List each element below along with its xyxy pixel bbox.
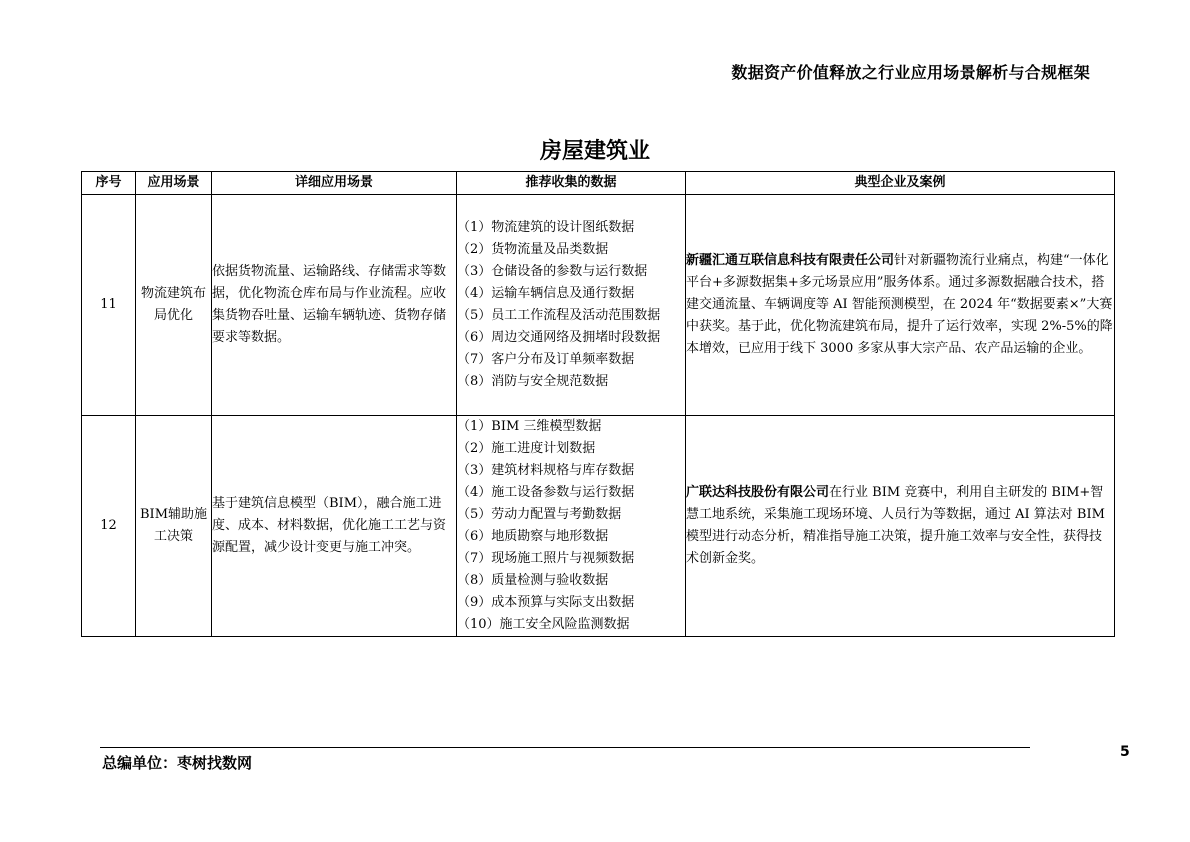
footer-editor: 总编单位：枣树找数网 [102, 754, 253, 772]
table-header-row [82, 172, 1115, 195]
application-scene: BIM辅助施工决策 [136, 416, 212, 637]
recommended-data-list [457, 217, 685, 393]
data-item: （5）员工工作流程及活动范围数据 [457, 308, 661, 323]
data-list-cell [457, 416, 686, 637]
case-description: 在行业 BIM 竞赛中，利用自主研发的 BIM+智慧工地系统，采集施工现场环境、人员行为等数据，通过 AI 算法对 BIM 模型进行动态分析，精准指导施工决策，提升施工效率与安全性，获得技术创新金奖。 [686, 485, 1105, 566]
data-item: （5）劳动力配置与考勤数据 [457, 507, 622, 522]
data-item: （10）施工安全风险监测数据 [457, 617, 630, 632]
data-item: （2）施工进度计划数据 [457, 441, 596, 456]
data-item: （8）质量检测与验收数据 [457, 573, 609, 588]
row-number: 11 [82, 195, 136, 416]
page-number: 5 [1120, 744, 1130, 760]
data-item: （3）仓储设备的参数与运行数据 [457, 264, 648, 279]
data-item: （1）BIM 三维模型数据 [457, 419, 602, 434]
company-name: 广联达科技股份有限公司 [686, 485, 830, 500]
column-header-data: 推荐收集的数据 [457, 172, 686, 195]
application-scene: 物流建筑布局优化 [136, 195, 212, 416]
data-list-cell [457, 195, 686, 416]
data-item: （7）客户分布及订单频率数据 [457, 352, 635, 367]
running-header-title: 数据资产价值释放之行业应用场景解析与合规框架 [731, 63, 1090, 82]
row-number: 12 [82, 416, 136, 637]
column-header-detail: 详细应用场景 [212, 172, 457, 195]
data-item: （9）成本预算与实际支出数据 [457, 595, 635, 610]
column-header-no: 序号 [82, 172, 136, 195]
footer-divider [100, 747, 1030, 748]
case-cell [686, 416, 1115, 637]
data-item: （2）货物流量及品类数据 [457, 242, 609, 257]
data-item: （3）建筑材料规格与库存数据 [457, 463, 635, 478]
column-header-case: 典型企业及案例 [686, 172, 1115, 195]
detail-description: 依据货物流量、运输路线、存储需求等数据，优化物流仓库布局与作业流程。应收集货物吞吐量、运输车辆轨迹、货物存储要求等数据。 [212, 195, 457, 416]
table-row [82, 195, 1115, 416]
scenario-table [81, 171, 1115, 637]
case-description: 针对新疆物流行业痛点，构建“一体化平台+多源数据集+多元场景应用”服务体系。通过多源数据融合技术，搭建交通流量、车辆调度等 AI 智能预测模型，在 2024 年“数据要素×”大赛中获奖。基于此，优化物流建筑布局，提升了运行效率，实现 2%-5%的降本增效，已应用于线下 3000 多家从事大宗产品、农产品运输的企业。 [686, 253, 1113, 356]
column-header-scene: 应用场景 [136, 172, 212, 195]
data-item: （1）物流建筑的设计图纸数据 [457, 220, 635, 235]
data-item: （6）周边交通网络及拥堵时段数据 [457, 330, 661, 345]
company-name: 新疆汇通互联信息科技有限责任公司 [686, 253, 895, 268]
data-item: （6）地质勘察与地形数据 [457, 529, 609, 544]
data-item: （4）施工设备参数与运行数据 [457, 485, 635, 500]
table-row [82, 416, 1115, 637]
data-item: （7）现场施工照片与视频数据 [457, 551, 635, 566]
case-cell [686, 195, 1115, 416]
data-item: （4）运输车辆信息及通行数据 [457, 286, 635, 301]
data-item: （8）消防与安全规范数据 [457, 374, 609, 389]
detail-description: 基于建筑信息模型（BIM），融合施工进度、成本、材料数据，优化施工工艺与资源配置，减少设计变更与施工冲突。 [212, 416, 457, 637]
recommended-data-list [457, 416, 685, 636]
section-title: 房屋建筑业 [539, 139, 650, 164]
